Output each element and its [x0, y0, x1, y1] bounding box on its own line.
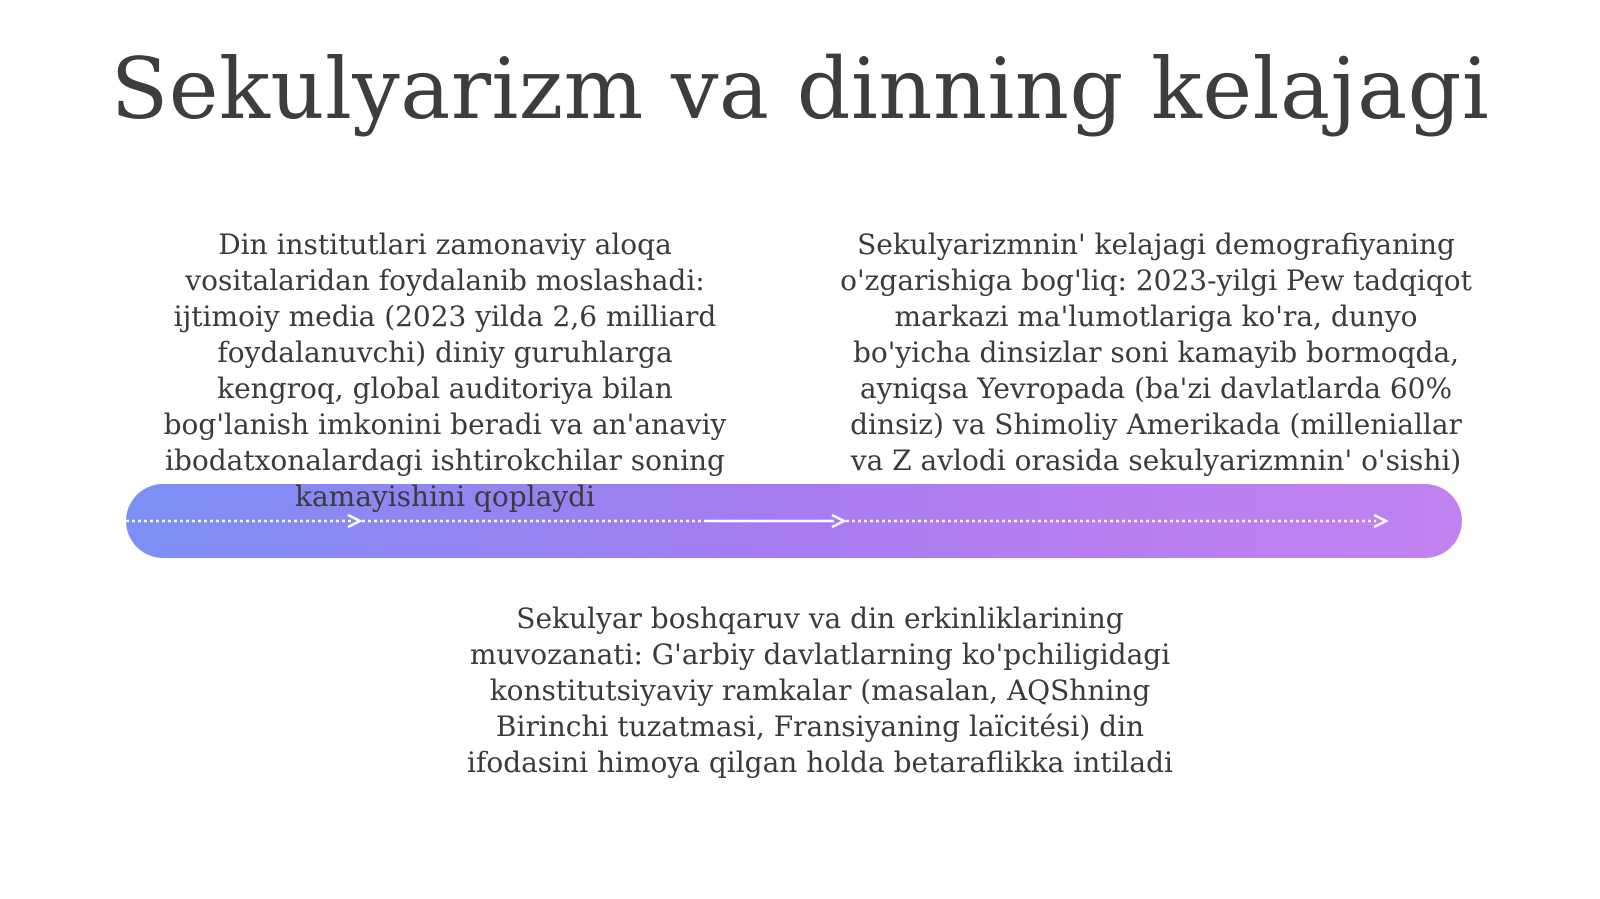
timeline-point-bottom: Sekulyar boshqaruv va din erkinliklarining muvozanati: G'arbiy davlatlarning ko'pchiligidagi konstitutsiyaviy ramkalar (masalan, AQShning Birinchi tuzatmasi, Fransiyaning laïcitési) din ifodasini himoya qilgan holda betaraflikka intiladi — [467, 602, 1173, 779]
timeline-arrows — [126, 484, 1426, 558]
timeline-point-left: Din institutlari zamonaviy aloqa vositalaridan foydalanib moslashadi: ijtimoiy media (2023 yilda 2,6 milliard foydalanuvchi) diniy guruhlarga kengroq, global auditoriya bilan bog'lanish imkonini beradi va an'anaviy ibodatxonalardagi ishtirokchilar soning kamayishini qoplaydi — [163, 228, 727, 513]
timeline-point-right: Sekulyarizmnin' kelajagi demografiyaning o'zgarishiga bog'liq: 2023-yilgi Pew tadqiqot markazi ma'lumotlariga ko'ra, dunyo bo'yicha dinsizlar soni kamayib bormoqda, ayniqsa Yevropada (ba'zi davlatlarda 60% dinsiz) va Shimoliy Amerikada (milleniallar va Z avlodi orasida sekulyarizmnin' o'sishi) — [840, 228, 1472, 477]
slide-title: Sekulyarizm va dinning kelajagi — [110, 40, 1490, 138]
